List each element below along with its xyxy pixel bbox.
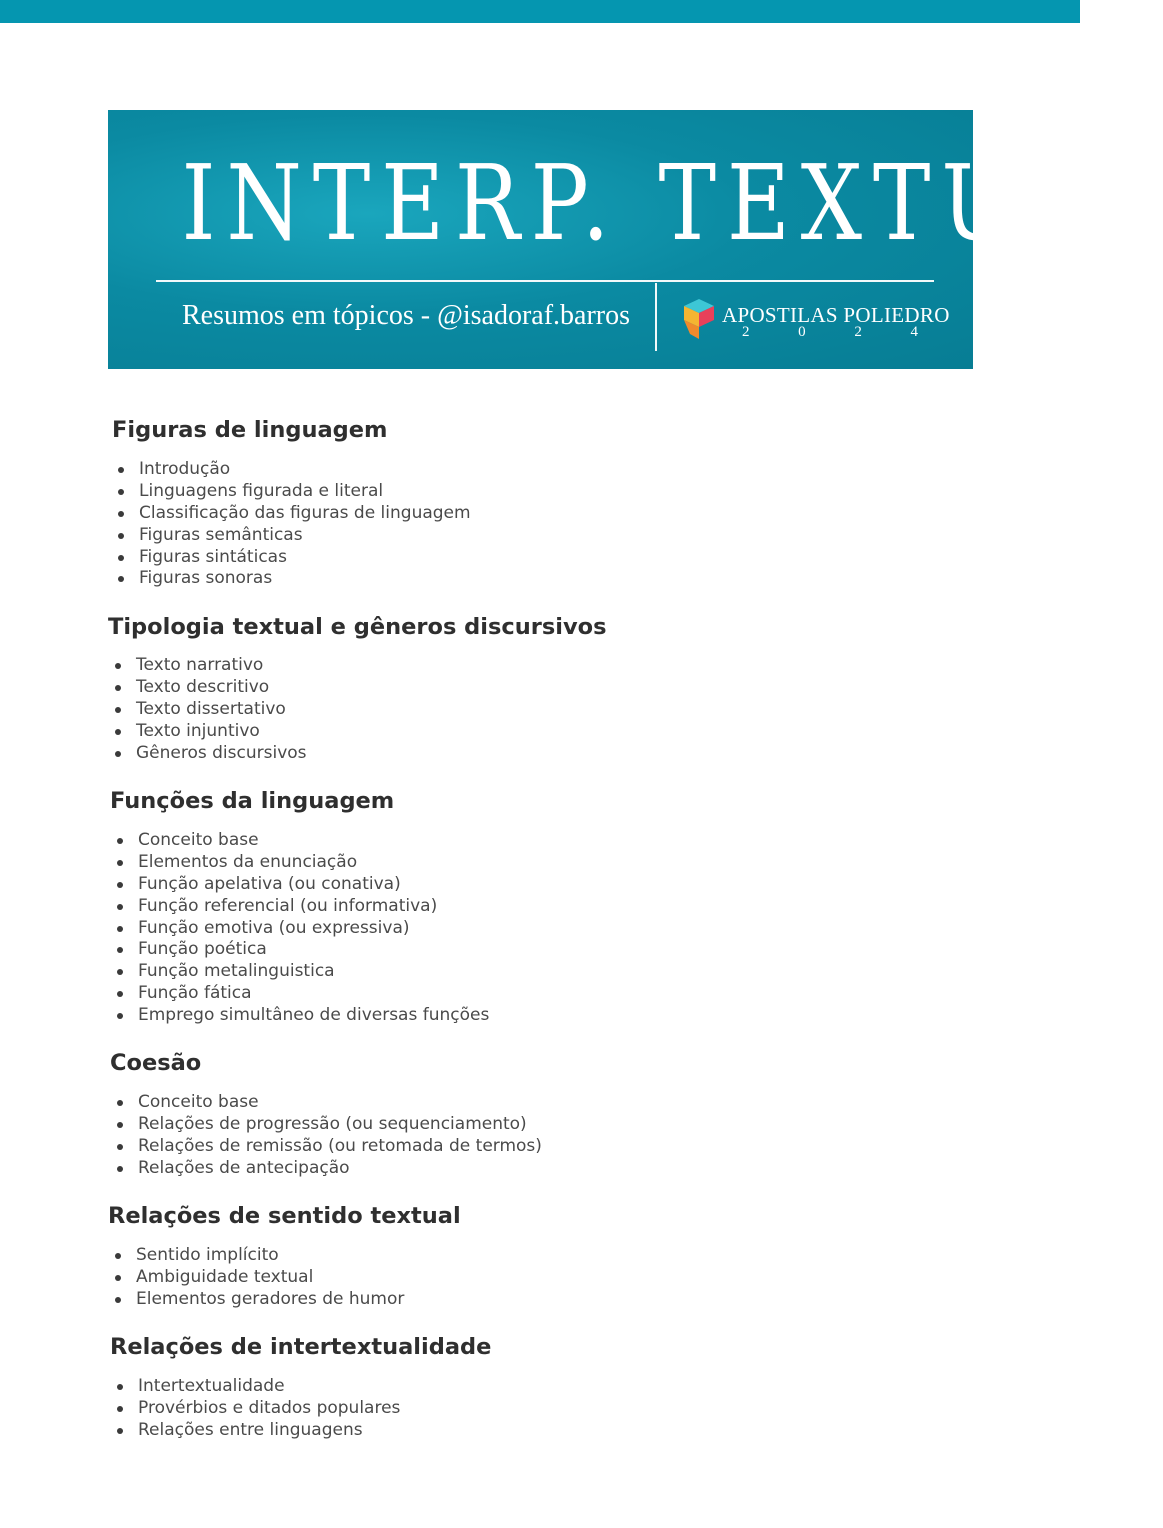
list-item: Introdução (139, 459, 471, 481)
list-item: Relações de antecipação (138, 1158, 542, 1180)
bullet-icon (115, 729, 121, 735)
bullet-icon (117, 1100, 123, 1106)
bullet-icon (117, 1122, 123, 1128)
list-item: Emprego simultâneo de diversas funções (138, 1005, 489, 1027)
bullet-icon (115, 1253, 121, 1259)
bullet-icon (115, 663, 121, 669)
bullet-icon (117, 1013, 123, 1019)
brand-year-digit: 2 (854, 324, 862, 340)
list-item: Relações de progressão (ou sequenciamento) (138, 1114, 542, 1136)
list-item: Gêneros discursivos (136, 743, 307, 765)
list-item: Elementos geradores de humor (136, 1289, 404, 1311)
bullet-icon (115, 707, 121, 713)
list-item: Função poética (138, 939, 489, 961)
bullet-icon (118, 533, 124, 539)
brand-name: APOSTILAS POLIEDRO (722, 303, 950, 327)
header-banner (108, 110, 1163, 369)
section-heading: Coesão (110, 1050, 202, 1076)
banner-subtitle: Resumos em tópicos - @isadoraf.barros (182, 300, 631, 331)
bullet-icon (118, 467, 124, 473)
bullet-icon (117, 926, 123, 932)
bullet-icon (118, 555, 124, 561)
bullet-icon (117, 904, 123, 910)
list-item: Função fática (138, 983, 489, 1005)
list-item: Texto narrativo (136, 655, 307, 677)
bullet-icon (118, 511, 124, 517)
list-item: Figuras sintáticas (139, 547, 471, 569)
bullet-icon (117, 860, 123, 866)
bullet-icon (117, 947, 123, 953)
bullet-icon (115, 685, 121, 691)
section-heading: Relações de intertextualidade (110, 1334, 492, 1360)
poliedro-cube-icon (682, 297, 716, 341)
brand-year-digit: 0 (798, 324, 806, 340)
list-item: Função emotiva (ou expressiva) (138, 918, 489, 940)
topic-list (138, 830, 489, 1027)
brand-year-digit: 4 (910, 324, 918, 340)
list-item: Figuras sonoras (139, 568, 471, 590)
section-heading: Relações de sentido textual (108, 1203, 461, 1229)
bullet-icon (117, 1166, 123, 1172)
bullet-icon (117, 1384, 123, 1390)
bullet-icon (115, 1297, 121, 1303)
topic-list (136, 655, 307, 764)
bullet-icon (117, 991, 123, 997)
banner-title: INTERP. TEXTUAL (181, 142, 1163, 264)
list-item: Intertextualidade (138, 1376, 400, 1398)
topic-list (138, 1092, 542, 1180)
list-item: Texto descritivo (136, 677, 307, 699)
bullet-icon (118, 576, 124, 582)
bullet-icon (117, 1144, 123, 1150)
bullet-icon (115, 1275, 121, 1281)
section-heading: Funções da linguagem (110, 788, 395, 814)
topic-list (139, 459, 471, 590)
list-item: Conceito base (138, 1092, 542, 1114)
list-item: Texto injuntivo (136, 721, 307, 743)
bullet-icon (117, 838, 123, 844)
brand-year (742, 324, 918, 341)
bullet-icon (117, 1406, 123, 1412)
list-item: Relações entre linguagens (138, 1420, 400, 1442)
list-item: Figuras semânticas (139, 525, 471, 547)
section-heading: Figuras de linguagem (112, 417, 388, 443)
bullet-icon (115, 751, 121, 757)
top-accent-bar (0, 0, 1080, 23)
bullet-icon (117, 882, 123, 888)
section-heading: Tipologia textual e gêneros discursivos (108, 614, 607, 640)
list-item: Relações de remissão (ou retomada de termos) (138, 1136, 542, 1158)
list-item: Função apelativa (ou conativa) (138, 874, 489, 896)
list-item: Elementos da enunciação (138, 852, 489, 874)
banner-divider (655, 283, 657, 351)
list-item: Função metalinguistica (138, 961, 489, 983)
list-item: Sentido implícito (136, 1245, 404, 1267)
list-item: Classificação das figuras de linguagem (139, 503, 471, 525)
list-item: Texto dissertativo (136, 699, 307, 721)
brand-year-digit: 2 (742, 324, 750, 340)
topic-list (138, 1376, 400, 1442)
list-item: Conceito base (138, 830, 489, 852)
list-item: Provérbios e ditados populares (138, 1398, 400, 1420)
bullet-icon (118, 489, 124, 495)
bullet-icon (117, 969, 123, 975)
list-item: Ambiguidade textual (136, 1267, 404, 1289)
bullet-icon (117, 1428, 123, 1434)
topic-list (136, 1245, 404, 1311)
list-item: Função referencial (ou informativa) (138, 896, 489, 918)
list-item: Linguagens figurada e literal (139, 481, 471, 503)
banner-rule (156, 280, 934, 282)
